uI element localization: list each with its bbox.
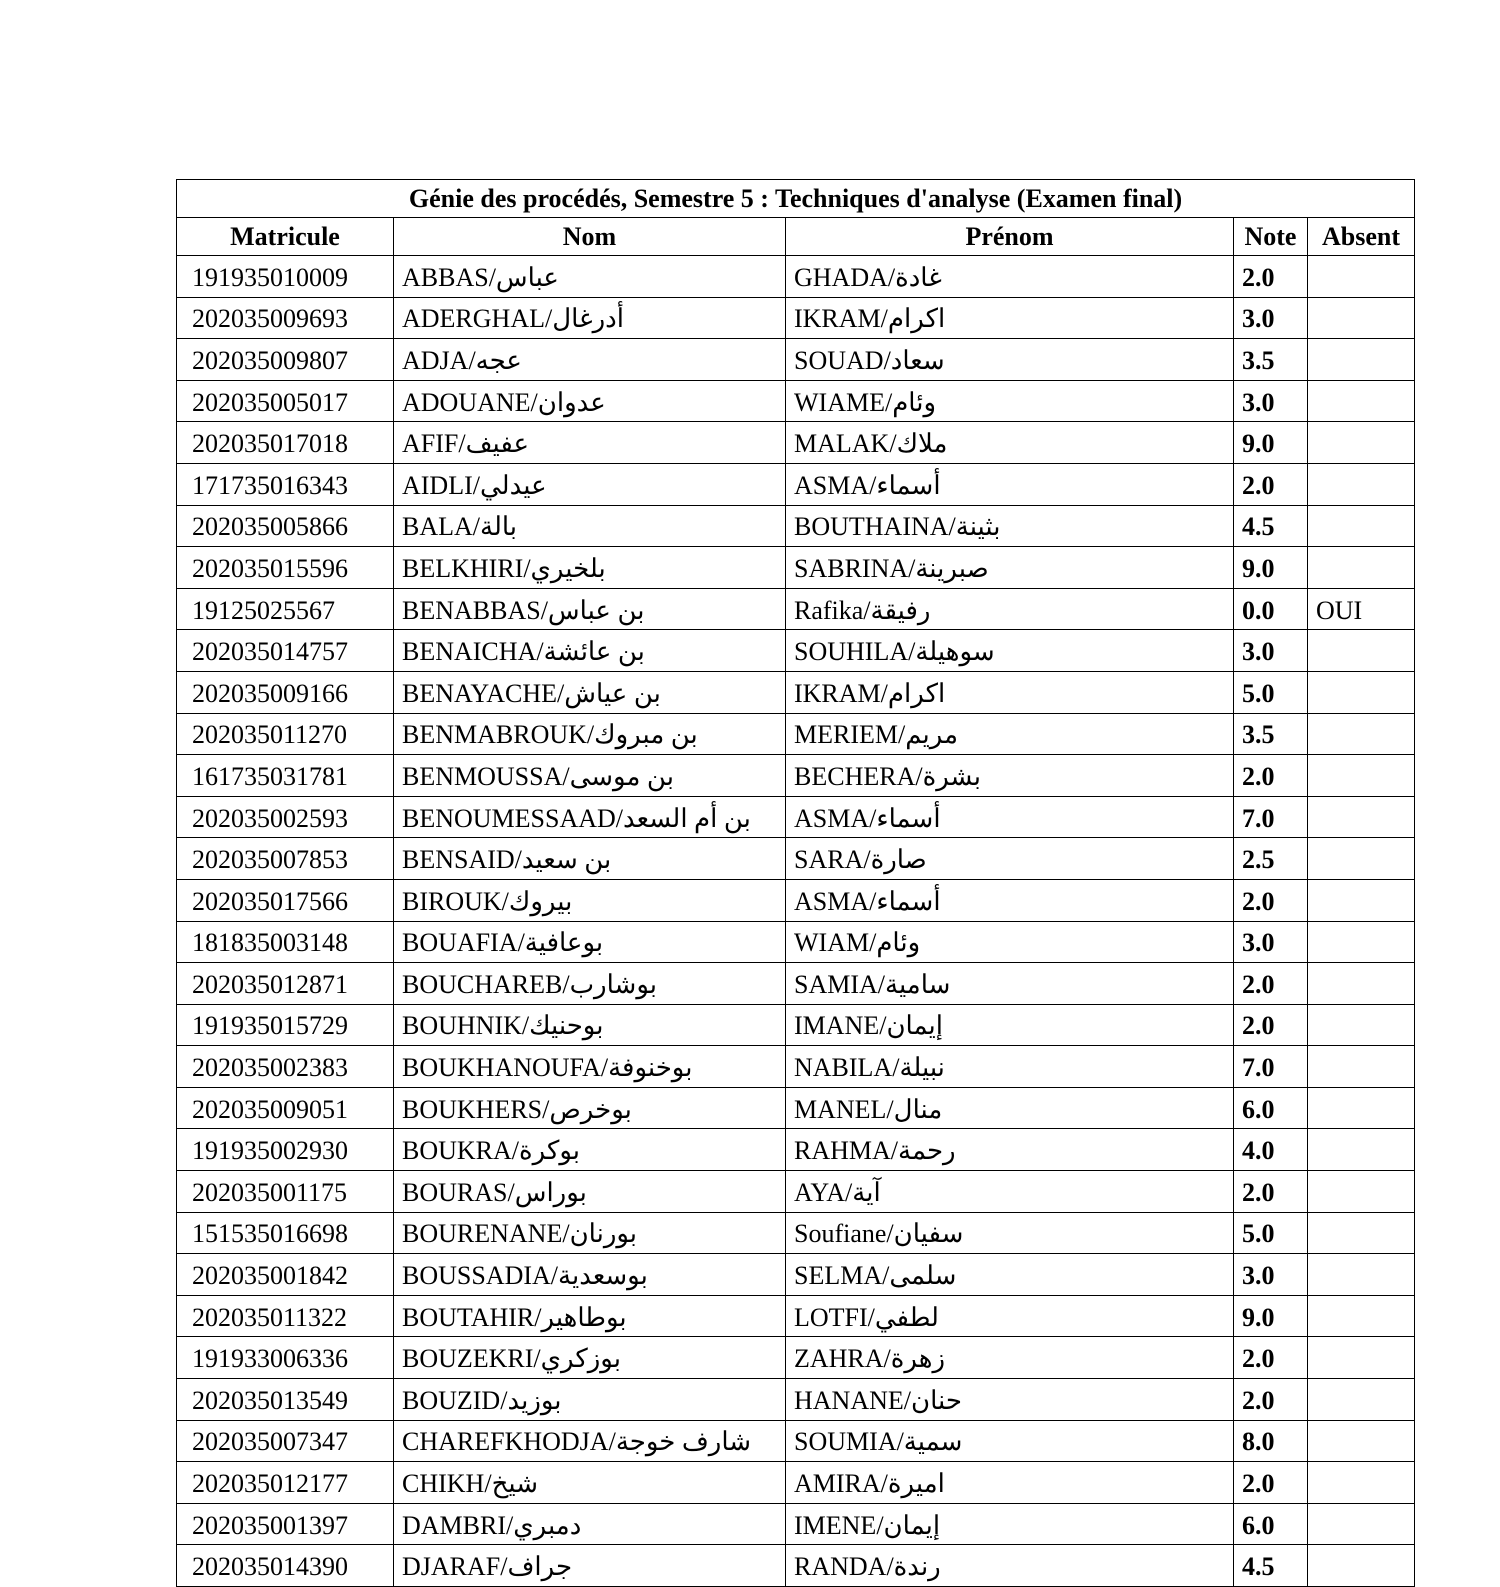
header-matricule: Matricule [177,218,394,256]
nom-cell: BOUCHAREB/بوشارب [394,963,786,1005]
absent-cell [1308,1254,1415,1296]
absent-cell [1308,1420,1415,1462]
nom-cell: BOURAS/بوراس [394,1171,786,1213]
table-row [177,339,1415,381]
note-cell: 6.0 [1234,1087,1308,1129]
table-row [177,921,1415,963]
table-row [177,1129,1415,1171]
note-cell: 9.0 [1234,422,1308,464]
nom-cell: BOUKRA/بوكرة [394,1129,786,1171]
prenom-cell: BECHERA/بشرة [786,755,1234,797]
note-cell: 2.0 [1234,1462,1308,1504]
absent-cell: OUI [1308,588,1415,630]
nom-cell: AIDLI/عيدلي [394,463,786,505]
absent-cell [1308,1462,1415,1504]
table-row [177,1462,1415,1504]
absent-cell [1308,838,1415,880]
matricule-cell: 202035011270 [177,713,394,755]
nom-cell: BENSAID/بن سعيد [394,838,786,880]
note-cell: 9.0 [1234,547,1308,589]
note-cell: 4.5 [1234,505,1308,547]
note-cell: 6.0 [1234,1503,1308,1545]
table-row [177,796,1415,838]
absent-cell [1308,879,1415,921]
prenom-cell: SELMA/سلمى [786,1254,1234,1296]
absent-cell [1308,505,1415,547]
note-cell: 3.0 [1234,921,1308,963]
table-row [177,1295,1415,1337]
nom-cell: BOUKHANOUFA/بوخنوفة [394,1046,786,1088]
note-cell: 2.0 [1234,1171,1308,1213]
prenom-cell: MERIEM/مريم [786,713,1234,755]
absent-cell [1308,256,1415,298]
absent-cell [1308,755,1415,797]
table-row [177,1545,1415,1587]
matricule-cell: 19125025567 [177,588,394,630]
nom-cell: CHIKH/شيخ [394,1462,786,1504]
prenom-cell: NABILA/نبيلة [786,1046,1234,1088]
absent-cell [1308,1004,1415,1046]
matricule-cell: 191935002930 [177,1129,394,1171]
nom-cell: BENAYACHE/بن عياش [394,671,786,713]
table-row [177,1254,1415,1296]
table-row [177,297,1415,339]
prenom-cell: IKRAM/اكرام [786,671,1234,713]
prenom-cell: GHADA/غادة [786,256,1234,298]
nom-cell: BELKHIRI/بلخيري [394,547,786,589]
table-row [177,1171,1415,1213]
note-cell: 2.0 [1234,1379,1308,1421]
grades-table [176,179,1415,1587]
note-cell: 2.0 [1234,463,1308,505]
absent-cell [1308,339,1415,381]
matricule-cell: 202035017018 [177,422,394,464]
table-row [177,422,1415,464]
prenom-cell: Soufiane/سفيان [786,1212,1234,1254]
prenom-cell: IMENE/إيمان [786,1503,1234,1545]
nom-cell: AFIF/عفيف [394,422,786,464]
matricule-cell: 202035012177 [177,1462,394,1504]
header-absent: Absent [1308,218,1415,256]
note-cell: 3.0 [1234,380,1308,422]
prenom-cell: SAMIA/سامية [786,963,1234,1005]
matricule-cell: 202035017566 [177,879,394,921]
nom-cell: BOUKHERS/بوخرص [394,1087,786,1129]
prenom-cell: MANEL/منال [786,1087,1234,1129]
note-cell: 2.5 [1234,838,1308,880]
matricule-cell: 202035001397 [177,1503,394,1545]
table-row [177,463,1415,505]
matricule-cell: 191933006336 [177,1337,394,1379]
matricule-cell: 191935015729 [177,1004,394,1046]
prenom-cell: LOTFI/لطفي [786,1295,1234,1337]
nom-cell: BOUHNIK/بوحنيك [394,1004,786,1046]
prenom-cell: RANDA/رندة [786,1545,1234,1587]
table-row [177,1004,1415,1046]
nom-cell: BIROUK/بيروك [394,879,786,921]
matricule-cell: 202035013549 [177,1379,394,1421]
prenom-cell: BOUTHAINA/بثينة [786,505,1234,547]
matricule-cell: 181835003148 [177,921,394,963]
note-cell: 7.0 [1234,1046,1308,1088]
note-cell: 4.5 [1234,1545,1308,1587]
absent-cell [1308,1087,1415,1129]
matricule-cell: 202035009807 [177,339,394,381]
prenom-cell: SOUMIA/سمية [786,1420,1234,1462]
note-cell: 5.0 [1234,1212,1308,1254]
nom-cell: ABBAS/عباس [394,256,786,298]
table-row [177,588,1415,630]
prenom-cell: SOUAD/سعاد [786,339,1234,381]
matricule-cell: 202035001175 [177,1171,394,1213]
matricule-cell: 191935010009 [177,256,394,298]
note-cell: 3.5 [1234,713,1308,755]
header-nom: Nom [394,218,786,256]
absent-cell [1308,713,1415,755]
nom-cell: BOURENANE/بورنان [394,1212,786,1254]
matricule-cell: 151535016698 [177,1212,394,1254]
matricule-cell: 202035002383 [177,1046,394,1088]
nom-cell: BENAICHA/بن عائشة [394,630,786,672]
nom-cell: BOUAFIA/بوعافية [394,921,786,963]
matricule-cell: 202035015596 [177,547,394,589]
note-cell: 2.0 [1234,1337,1308,1379]
table-row [177,1337,1415,1379]
absent-cell [1308,422,1415,464]
table-row [177,505,1415,547]
table-row [177,630,1415,672]
table-row [177,879,1415,921]
nom-cell: BOUZID/بوزيد [394,1379,786,1421]
note-cell: 9.0 [1234,1295,1308,1337]
note-cell: 3.0 [1234,630,1308,672]
absent-cell [1308,1337,1415,1379]
nom-cell: DAMBRI/دمبري [394,1503,786,1545]
prenom-cell: Rafika/رفيقة [786,588,1234,630]
table-row [177,256,1415,298]
prenom-cell: RAHMA/رحمة [786,1129,1234,1171]
prenom-cell: SOUHILA/سوهيلة [786,630,1234,672]
matricule-cell: 202035005017 [177,380,394,422]
nom-cell: CHAREFKHODJA/شارف خوجة [394,1420,786,1462]
matricule-cell: 202035007347 [177,1420,394,1462]
table-row [177,1046,1415,1088]
header-note: Note [1234,218,1308,256]
table-row [177,1212,1415,1254]
absent-cell [1308,1503,1415,1545]
note-cell: 2.0 [1234,879,1308,921]
prenom-cell: SABRINA/صبرينة [786,547,1234,589]
matricule-cell: 202035014390 [177,1545,394,1587]
note-cell: 2.0 [1234,1004,1308,1046]
prenom-cell: AYA/آية [786,1171,1234,1213]
prenom-cell: WIAME/وئام [786,380,1234,422]
prenom-cell: ASMA/أسماء [786,879,1234,921]
note-cell: 3.0 [1234,297,1308,339]
table-row [177,380,1415,422]
nom-cell: BOUSSADIA/بوسعدية [394,1254,786,1296]
table-row [177,1379,1415,1421]
nom-cell: BENOUMESSAAD/بن أم السعد [394,796,786,838]
table-row [177,963,1415,1005]
table-row [177,547,1415,589]
absent-cell [1308,1295,1415,1337]
table-title: Génie des procédés, Semestre 5 : Techniques d'analyse (Examen final) [177,180,1415,218]
note-cell: 4.0 [1234,1129,1308,1171]
prenom-cell: MALAK/ملاك [786,422,1234,464]
prenom-cell: ZAHRA/زهرة [786,1337,1234,1379]
header-prenom: Prénom [786,218,1234,256]
absent-cell [1308,463,1415,505]
matricule-cell: 202035005866 [177,505,394,547]
absent-cell [1308,796,1415,838]
absent-cell [1308,1129,1415,1171]
table-row [177,671,1415,713]
nom-cell: BENMABROUK/بن مبروك [394,713,786,755]
note-cell: 8.0 [1234,1420,1308,1462]
matricule-cell: 202035009166 [177,671,394,713]
table-row [177,713,1415,755]
table-row [177,838,1415,880]
nom-cell: BALA/بالة [394,505,786,547]
matricule-cell: 202035009051 [177,1087,394,1129]
prenom-cell: SARA/صارة [786,838,1234,880]
prenom-cell: AMIRA/اميرة [786,1462,1234,1504]
absent-cell [1308,1379,1415,1421]
absent-cell [1308,1545,1415,1587]
absent-cell [1308,630,1415,672]
absent-cell [1308,921,1415,963]
matricule-cell: 171735016343 [177,463,394,505]
matricule-cell: 202035002593 [177,796,394,838]
matricule-cell: 202035007853 [177,838,394,880]
nom-cell: ADJA/عجه [394,339,786,381]
note-cell: 2.0 [1234,256,1308,298]
matricule-cell: 202035009693 [177,297,394,339]
table-row [177,1087,1415,1129]
absent-cell [1308,1046,1415,1088]
nom-cell: ADERGHAL/أدرغال [394,297,786,339]
matricule-cell: 161735031781 [177,755,394,797]
nom-cell: BENMOUSSA/بن موسى [394,755,786,797]
note-cell: 5.0 [1234,671,1308,713]
absent-cell [1308,963,1415,1005]
note-cell: 0.0 [1234,588,1308,630]
table-row [177,755,1415,797]
prenom-cell: WIAM/وئام [786,921,1234,963]
nom-cell: BOUZEKRI/بوزكري [394,1337,786,1379]
nom-cell: BENABBAS/بن عباس [394,588,786,630]
nom-cell: BOUTAHIR/بوطاهير [394,1295,786,1337]
absent-cell [1308,1212,1415,1254]
note-cell: 2.0 [1234,755,1308,797]
nom-cell: ADOUANE/عدوان [394,380,786,422]
matricule-cell: 202035014757 [177,630,394,672]
note-cell: 7.0 [1234,796,1308,838]
prenom-cell: ASMA/أسماء [786,796,1234,838]
absent-cell [1308,547,1415,589]
nom-cell: DJARAF/جراف [394,1545,786,1587]
matricule-cell: 202035001842 [177,1254,394,1296]
absent-cell [1308,1171,1415,1213]
table-row [177,1420,1415,1462]
prenom-cell: IMANE/إيمان [786,1004,1234,1046]
matricule-cell: 202035012871 [177,963,394,1005]
prenom-cell: ASMA/أسماء [786,463,1234,505]
absent-cell [1308,671,1415,713]
prenom-cell: IKRAM/اكرام [786,297,1234,339]
note-cell: 2.0 [1234,963,1308,1005]
absent-cell [1308,297,1415,339]
note-cell: 3.0 [1234,1254,1308,1296]
table-row [177,1503,1415,1545]
matricule-cell: 202035011322 [177,1295,394,1337]
prenom-cell: HANANE/حنان [786,1379,1234,1421]
absent-cell [1308,380,1415,422]
note-cell: 3.5 [1234,339,1308,381]
